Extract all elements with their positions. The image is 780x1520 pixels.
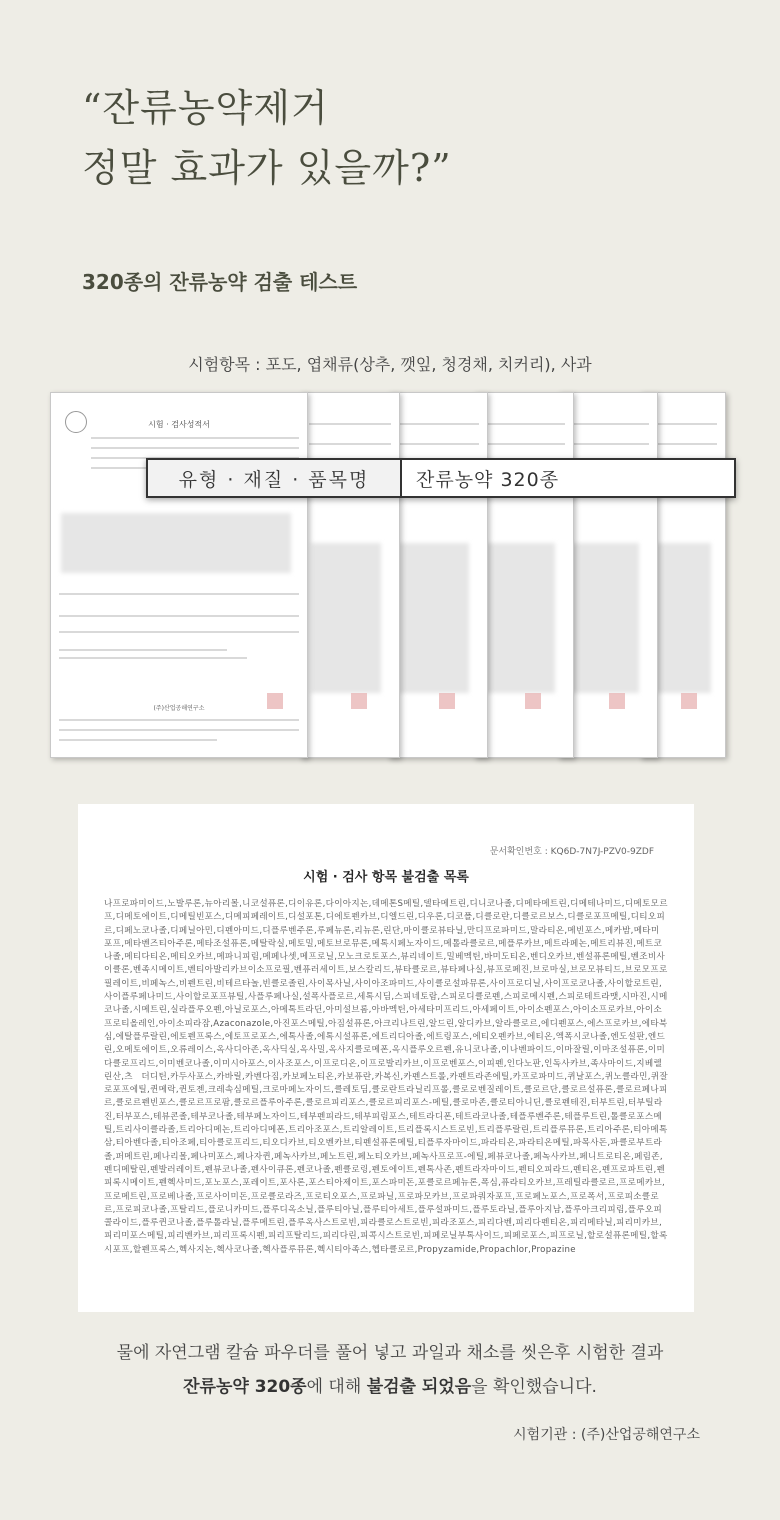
result-tail: 을 확인했습니다. [471, 1377, 597, 1397]
document-page [300, 392, 400, 758]
result-line-2 [0, 1370, 780, 1404]
undetected-list-document [78, 804, 694, 1312]
result-count: 잔류농약 320종 [183, 1377, 307, 1397]
headline [82, 78, 702, 198]
subheadline: 320종의 잔류농약 검출 테스트 [82, 270, 358, 294]
document-stack [50, 392, 726, 758]
testing-agency: 시험기관 : (주)산업공해연구소 [513, 1427, 700, 1443]
result-mid: 에 대해 [306, 1377, 367, 1397]
certificate-title: 시험 · 검사성적서 [148, 420, 210, 429]
issuer-name: (주)산업공해연구소 [153, 705, 205, 712]
test-items: 시험항목 : 포도, 엽채류(상추, 깻잎, 청경채, 치커리), 사과 [188, 355, 592, 374]
highlight-bar [146, 458, 736, 498]
result-line-1: 물에 자연그램 칼슘 파우더를 풀어 넣고 과일과 채소를 씻은후 시험한 결과 [116, 1343, 664, 1363]
list-title: 시험 · 검사 항목 불검출 목록 [303, 870, 469, 885]
certificate-front-page [50, 392, 308, 758]
headline-line-1: “잔류농약제거 [82, 86, 329, 130]
document-page [388, 392, 488, 758]
label-value: 잔류농약 320종 [416, 468, 560, 491]
headline-line-2: 정말 효과가 있을까?” [82, 146, 452, 190]
result-text [0, 1336, 780, 1404]
pesticide-list: 나프로파미이드,노발루론,뉴아리몰,니코설퓨론,디이유론,다이아지논,데메톤S메틸,델타메트린,디니코나졸,디메타메트린,디메테나미드,디메토모르프,디메토에이트,디메틸빈포스,디메피페레이트,디설포톤,디에토펜카브,디엘드린,디우론,디코폴,디클로란,디클로르보스,디클로포프메틸,디티오피르,디페노코나졸,디페닐아민,디펜아미드,디플루벤주론,루페뉴론,리뉴론,린단,마이클로뷰타닐,만디프로파미드,말라티온,메빈포스,메카밤,메타미포프,메타벤즈티아주론,메타조설퓨론,메탈락실,메토밀,메토브로뮤론,메톡시페노자이드,메톨라클로르,메플루카브,메트라페논,메트리뷰진,메트코나졸,메티다티온,메티오카브,메파니피림,메페나셋,메프로닐,모노크로토포스,뷰리네이트,밀베멕틴,바미도티온,벤디오카브,벤설퓨론메틸,벤조비사이클론,벤족시메이트,벤티아발리카브이소프로필,벤퓨러세이트,보스칼리드,뷰타클로르,뷰타페나실,뷰프로페진,브로마실,브로모뷰티드,브로모프로필레이트,비페녹스,비펜트린,비테르타놀,빈클로졸린,사이목사닐,사이아조파미드,사이클로설파뮤론,사이프로디닐,사이프로코나졸,사이할로트린,사이플루페나미드,사이할로포프뷰틸,사플루페나실,설폭사플로르,세톡시딤,스피네토람,스피로디클로펜,스피로메시펜,스피로테트라맷,시마진,시메코나졸,시메트린,실라플루오펜,아닐로포스,아메톡트라딘,아미설브롬,아바멕틴,아세타미프리드,아세페이트,아이소펜포스,아이소프로카브,아이소프로티올레인,아이소피라잠,Azaconazole,아진포스메틸,아짐설퓨론,아크리나트린,알드린,알디카브,알라클로르,에디펜포스,에스프로카브,에타북심,에탈플루랄린,에토펜프록스,에토프로포스,에톡사졸,에톡시설퓨론,에트리디아졸,에트링포스,에티오펜카브,에티온,엑폭시코나졸,엔도설판,엔드린,오메토에이트,오류레이스,옥사디아존,옥사딕실,옥사밀,옥사지클로메폰,옥시플루오르펜,유니코나졸,이나벤파이드,이마잘릴,이마조설퓨론,이미다클로프리드,이미벤코나졸,이미시아포스,이사조포스,이프로디온,이프로발리카브,이프로벤포스,이피펜,인다노판,인독사카브,족사마이드,지베렐린산,츠 더디틴,카두사포스,카바릴,카벤다짐,카보페노티온,카보퓨란,카복신,카펜스트롤,카펜트라존에틸,카프로파미드,퀴날포스,퀴노클라민,퀴잘로포프에틸,퀸메락,퀸토젠,크레속심메틸,크로마페노자이드,클레토딤,클로란트라닐리프롤,클로로벤질레이트,클로르단,클로르설퓨론,클로르페나피르,클로르펜빈포스,클로르프로팜,클로르플루아주론,클로르피리포스,클로르피리포스-메틸,클로마존,클로티아니딘,클로펜테진,터부트린,터부틸라진,터부포스,테뷰콘졸,테부코나졸,테부페노자이드,테부펜피라드,테부피림포스,테트라디폰,테트라코나졸,테플루벤주론,테플루트린,톨클로포스메틸,트리사이클라졸,트리아디메논,트리아디메폰,트리아조포스,트리알레이트,트리플록시스트로빈,트리플루랄린,트리플루뮤론,트리아주론,티아메톡삼,티아벤다졸,티아조페,티아클로프리드,티오디카브,티오벤카브,티펜설퓨론메틸,티플루자마이드,파라티온,파라티온메틸,파목사돈,파클로부트라졸,퍼메트린,페나리몰,페나미포스,페나자퀸,페녹사카브,페노트린,페노티오카브,페녹사프로프-에틸,페뷰코나졸,페녹사카브,페니트로티온,페림존,펜디메탈린,펜발러레이트,펜뷰코나졸,펜사이큐론,펜코나졸,펜클로링,펜토에이트,펜톡사존,펜트라자마이드,펜티오피라드,펜티온,펜프로파트린,펜피록시메이트,펜헥사미드,포노포스,포레이트,포사론,포스티아제이트,포스파미돈,포클로르페뉴론,폭심,퓨라티오카브,프레틸라클로르,프로메카브,프로메트린,프로베나졸,프로사이미돈,프로클로라즈,프로티오포스,프로파닐,프로파모카브,프로파쿼자포프,프로페노포스,프로폭서,프로피소클로르,프로피코나졸,프탈리드,플로니카미드,플루디옥소닐,플루티아닐,플루티아세트,플루설파미드,플루토라닐,플루아지남,플루아크리피림,플루오피콜라이드,플루퀸코나졸,플루톨라닐,플루메트린,플루옥사스트로빈,피라클로스트로빈,피라조포스,피리다벤,피리다펜티온,피리메타닐,피리미카브,피리미포스메틸,피리벤카브,피리프록시펜,피리프탈리드,피리다린,피콕시스트로빈,피페로닐부톡사이드,피페로포스,피프로닐,할로설퓨론메틸,할록시포프,할펜프록스,헥사지논,헥사코나졸,헥사플루뮤론,헥시티아족스,헵타클로르,Propyzamide,Propachlor,Propazine [104, 899, 668, 1255]
result-outcome: 불검출 되었음 [366, 1377, 472, 1397]
document-page [474, 392, 574, 758]
document-number: 문서확인번호 : KQ6D-7N7J-PZV0-9ZDF [489, 847, 654, 857]
label-type: 유형 · 재질 · 품목명 [148, 460, 402, 496]
